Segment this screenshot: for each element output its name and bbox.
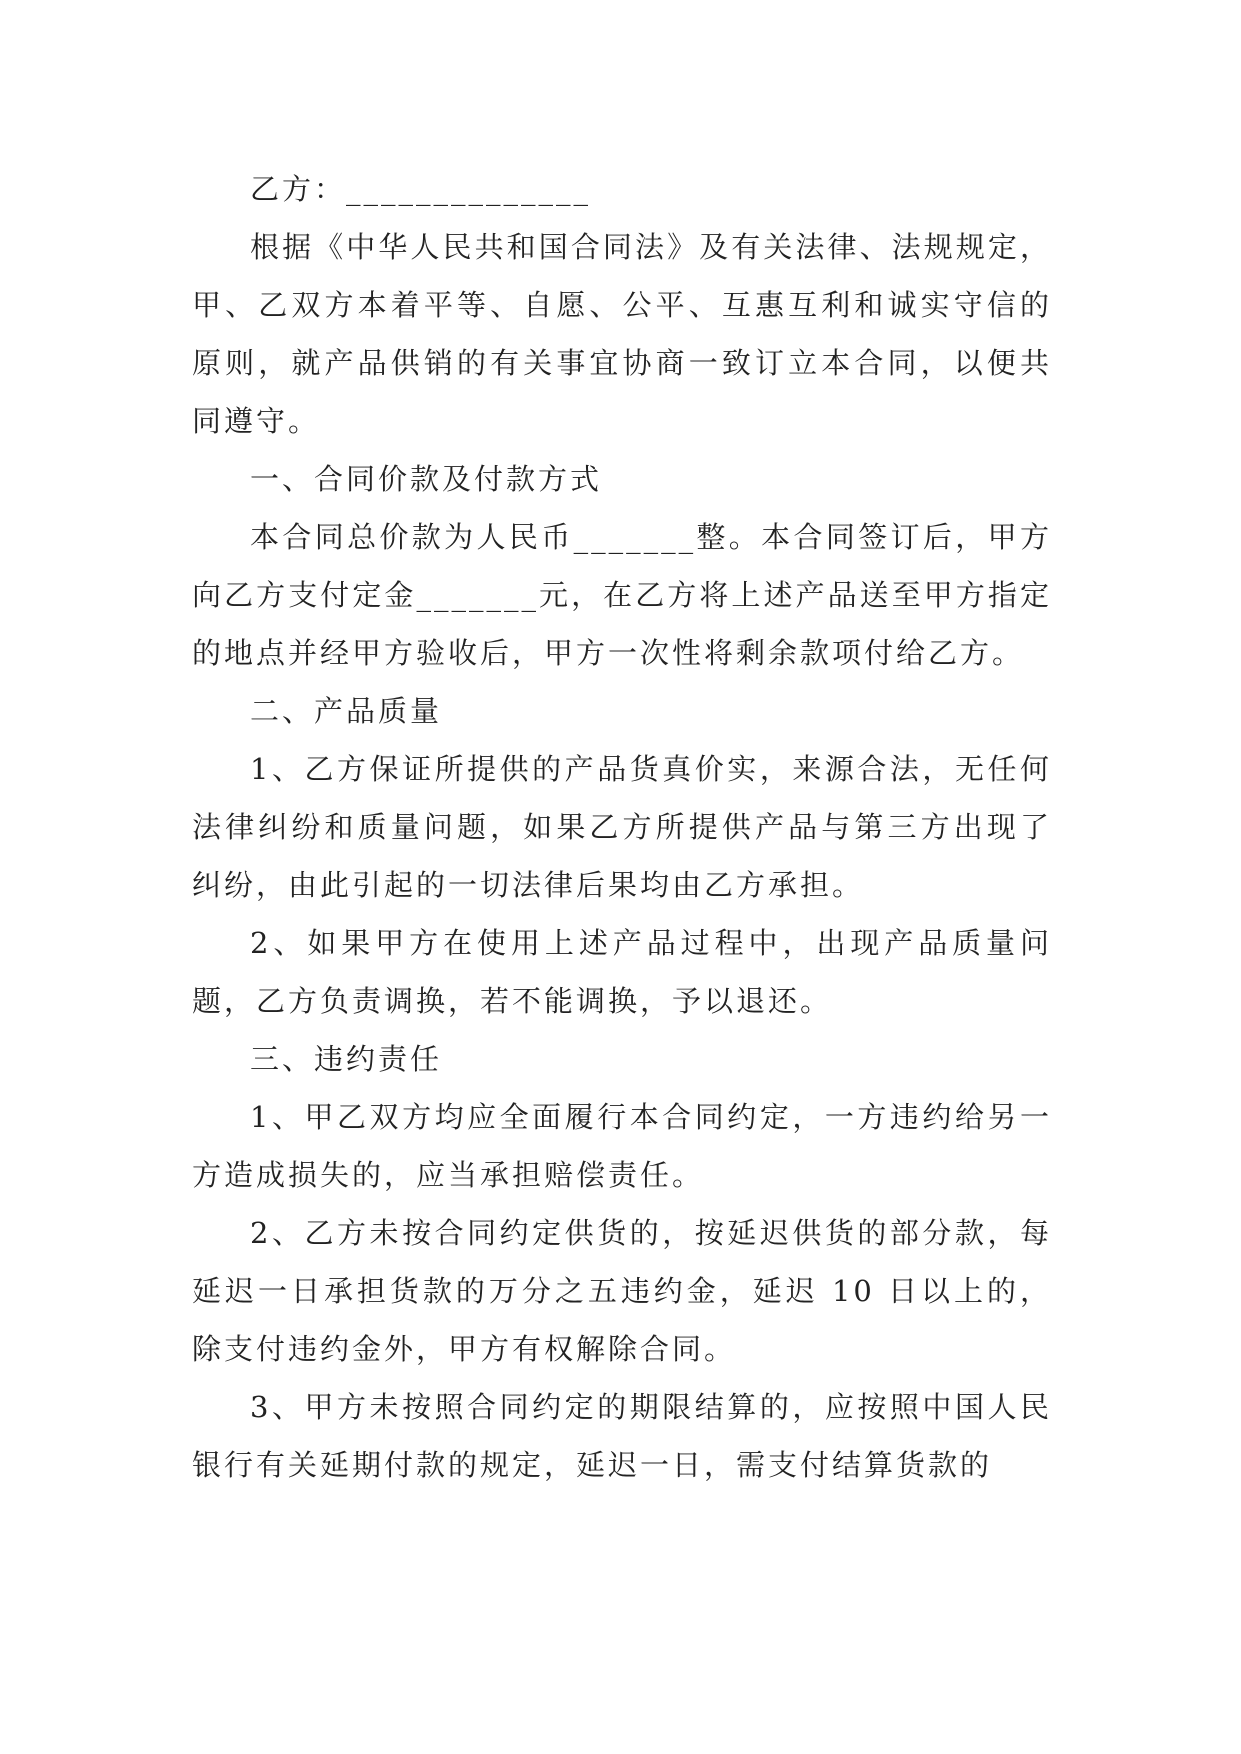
liability-clause-2: 2、乙方未按合同约定供货的，按延迟供货的部分款，每延迟一日承担货款的万分之五违约金，延迟 10 日以上的，除支付违约金外，甲方有权解除合同。 <box>192 1216 1052 1366</box>
quality-clause-1: 1、乙方保证所提供的产品货真价实，来源合法，无任何法律纠纷和质量问题，如果乙方所提供产品与第三方出现了纠纷，由此引起的一切法律后果均由乙方承担。 <box>192 752 1052 902</box>
liability-clause-3: 3、甲方未按照合同约定的期限结算的，应按照中国人民银行有关延期付款的规定，延迟一日，需支付结算货款的 <box>192 1390 1052 1482</box>
liability-clause-1: 1、甲乙双方均应全面履行本合同约定，一方违约给另一方造成损失的，应当承担赔偿责任。 <box>192 1100 1052 1192</box>
document-body <box>192 160 1052 1494</box>
party-b-line: 乙方：______________ <box>250 172 592 206</box>
section-heading-liability: 三、违约责任 <box>250 1042 443 1076</box>
quality-clause-2: 2、如果甲方在使用上述产品过程中，出现产品质量问题，乙方负责调换，若不能调换，予以退还。 <box>192 926 1052 1018</box>
section-heading-quality: 二、产品质量 <box>250 694 443 728</box>
section-heading-price-payment: 一、合同价款及付款方式 <box>250 462 603 496</box>
price-payment-paragraph: 本合同总价款为人民币_______整。本合同签订后，甲方向乙方支付定金_______元，在乙方将上述产品送至甲方指定的地点并经甲方验收后，甲方一次性将剩余款项付给乙方。 <box>192 520 1052 670</box>
preamble-paragraph: 根据《中华人民共和国合同法》及有关法律、法规规定，甲、乙双方本着平等、自愿、公平、互惠互利和诚实守信的原则，就产品供销的有关事宜协商一致订立本合同，以便共同遵守。 <box>192 230 1052 438</box>
